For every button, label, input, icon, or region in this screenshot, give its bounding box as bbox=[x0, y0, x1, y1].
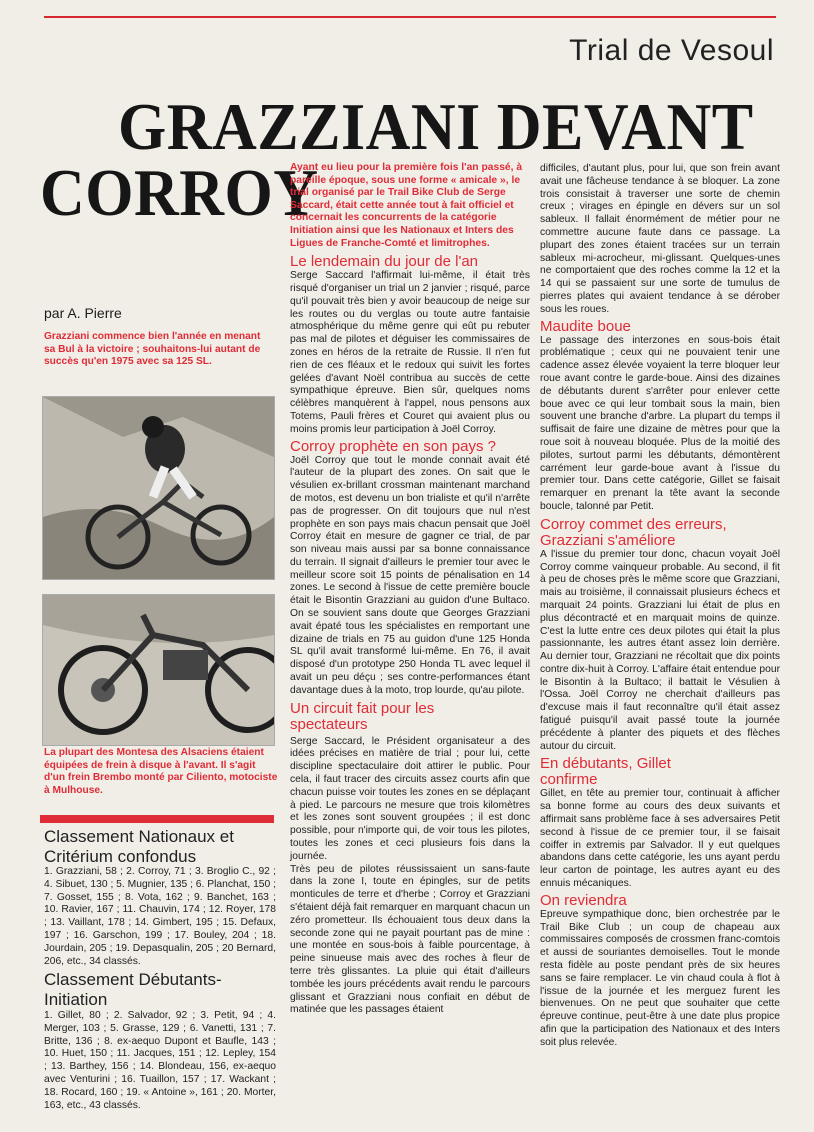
subheading-corroy-prophete: Corroy prophète en son pays ? bbox=[290, 437, 496, 455]
intro-paragraph: Ayant eu lieu pour la première fois l'an passé, à pareille époque, sous une forme « amicale », le trial organisé par le Trail Bike Club de Serge Saccard, était cette année tout à fait officiel et concernait les concurrents de la catégorie Initiation ainsi que les Nationaux et Inters des Ligues de Franche-Comté et limitrophes. bbox=[290, 162, 523, 249]
paragraph: Serge Saccard l'affirmait lui-même, il était très risqué d'organiser un trial un 2 janvier ; risqué, parce qu'il pouvait très bien y avoir beaucoup de neige sur les routes ou du verglas ou toute autre fantaisie atmosphérique du même genre qui eût pu rebuter pas mal de pilotes et déguiser les commissaires de zones en héros de la retraite de Russie. Il n'en fut rien de ces fléaux et le redoux qui suivit les fortes gelées d'avant Noël contribua au succès de cette sympathique épreuve. Bien sûr, quelques noms célèbres manquèrent à l'appel, nous pensons aux Totems, Pauli frères et Couret qui avaient plus ou moins promis leur participation à Joël Corroy. bbox=[290, 270, 530, 435]
subheading-maudite-boue: Maudite boue bbox=[540, 317, 631, 335]
subheading-lendemain: Le lendemain du jour de l'an bbox=[290, 253, 478, 271]
paragraph: Joël Corroy que tout le monde connait avait été l'auteur de la plupart des zones. On sait que le vésulien ex-brillant crossman maintenant marchand de motos, est devenu un bon trialiste et qu'il n'arrête pas de progresser. On dit toujours que nul n'est prophète en son pays mais chacun pensait que Joël Corroy était en mesure de gagner ce trial, de par son niveau mais aussi par sa bonne connaissance du terrain. Il signait d'ailleurs le premier tour avec le meilleur score soit 15 points de pénalisation en 14 zones. Le second à l'issue de cette première boucle était le Bisontin Grazziani au guidon d'une Bultaco. On se souvient sans doute que Georges Grazziani avait épaté tous les spécialistes en remportant une dizaine de trials en 75 au guidon d'une 125 Honda SL qu'il avait transformé lui-même. En 76, il avait disposé d'un prototype 250 Honda TL avec lequel il avait un peu déçu ; ses contre-performances étant davantage dues à la moto, trop lourde, qu'au pilote. bbox=[290, 454, 530, 696]
paragraph: difficiles, d'autant plus, pour lui, que son frein avant avait une fâcheuse tendance à se bloquer. La zone trois consistait à traverser une sorte de chemin creux ; virages en épingle en dévers sur un sol sableux. Il fallait énormément de métier pour ne commettre aucune faute dans ce passage. La plupart des zones étaient tracées sur un terrain sableux mi-acrocheur, mi-glissant. Quelques-unes ne comportaient que des roches comme la 12 et la 14 qui se passaient sur une sorte de tumulus de pierres plates qui avaient tendance à se dérober sous les roues. bbox=[540, 163, 780, 315]
top-red-rule bbox=[44, 16, 776, 18]
classement-results-2: 1. Gillet, 80 ; 2. Salvador, 92 ; 3. Petit, 94 ; 4. Merger, 103 ; 5. Grasse, 129 ; 6. Vanetti, 131 ; 7. Britte, 136 ; 8. ex-aequo Dupont et Baufle, 143 ; 10. Huet, 150 ; 11. Jacques, 151 ; 12. Lepley, 154 ; 13. Barthey, 156 ; 14. Blondeau, 156, ex-aequo avec Venturini ; 16. Tuaillon, 157 ; 17. Wackant ; 18. Rocard, 160 ; 19. « Antoine », 161 ; 20. Morter, 163, etc., 43 classés. bbox=[44, 1010, 276, 1111]
paragraph: Epreuve sympathique donc, bien orchestrée par le Trail Bike Club ; un coup de chapeau aux commissaires composés de crossmen franc-comtois et aussi de souriantes demoiselles. Tout le monde resta fidèle au poste pendant près de six heures sans se faire remplacer. Le vin chaud coula à flot à l'issue de la journée et les merguez furent les bienvenues. On ne peut que souhaiter que cette épreuve continue, peut-être à une date plus propice afin que la participation des Nationaux et des Inters soit plus relevée. bbox=[540, 908, 780, 1048]
subheading-on-reviendra: On reviendra bbox=[540, 891, 627, 909]
subheading-corroy-erreurs: Corroy commet des erreurs, Grazziani s'améliore bbox=[540, 515, 727, 549]
classement-red-bar bbox=[40, 815, 274, 823]
headline-line-1: GRAZZIANI DEVANT bbox=[118, 90, 754, 165]
section-title: Trial de Vesoul bbox=[569, 34, 774, 67]
classement-title-2: Classement Débutants-Initiation bbox=[44, 970, 222, 1009]
classement-title-1: Classement Nationaux et Critérium confondus bbox=[44, 827, 234, 866]
paragraph: Le passage des interzones en sous-bois était problématique ; ceux qui ne pouvaient tenir une cadence assez élevée voyaient la terre bloquer leur roue avant contre le garde-boue. Ainsi des dizaines de débutants durent s'arrêter pour enlever cette boue avec ce qui leur tombait sous la main, bien souvent une branche d'arbre. La plupart du temps il suffisait de faire une dizaine de mètres pour que la roue soit à nouveau bloquée. Plus de la moitié des pilotes, surtout parmi les débutants, démontèrent carrément leur garde-boue avant à l'issue du premier tour. Dans cette catégorie, Gillet se faisait remarquer en prenant la tête avant la seconde boucle, talonné par Petit. bbox=[540, 334, 780, 512]
subheading-debutants: En débutants, Gillet confirme bbox=[540, 755, 671, 789]
paragraph: Très peu de pilotes réussissaient un sans-faute dans la zone I, toute en épingles, sur de petits monticules de terre et d'herbe ; Corroy et Grazziani s'étaient déjà fait remarquer en marquant chacun un zéro prometteur. Ils échouaient tous deux dans la seconde zone qui ne payait pourtant pas de mine : une montée en sous-bois à faible pourcentage, à peine sinueuse mais avec des roches à fleur de terre très glissantes. La pluie qui était d'ailleurs tombée les jours précédents avait rendu le parcours glissant et Grazziani nous confiait en début de matinée que les passages étaient bbox=[290, 863, 530, 1016]
paragraph: A l'issue du premier tour donc, chacun voyait Joël Corroy comme vainqueur probable. Au second, il fit à peu de choses près le même score que Grazziani, mais au troisième, il connaissait plusieurs échecs et marquait 24 points. Grazziani lui était de plus en plus décontracté et en marquait moins de quinze. C'est la lutte entre ces deux pilotes qui était la plus passionnante, les autres étant assez loin derrière. Au dernier tour, Grazziani ne récoltait que dix points contre dix-huit à Corroy. L'affaire était entendue pour le Bisontin à la Bultaco; il battait le Vésulien à l'Ossa. Joël Corroy ne cherchait d'ailleurs pas d'excuse mais il faut reconnaître qu'il était assez fatigué puisqu'il avait passé toute la journée précédente à planter des piquets et des flèches autour du circuit. bbox=[540, 548, 780, 752]
article-column-3 bbox=[540, 163, 780, 1050]
photo-caption-1: Grazziani commence bien l'année en menant sa Bul à la victoire ; souhaitons-lui autant de succès qu'en 1975 avec sa 125 SL. bbox=[44, 331, 261, 367]
paragraph: Gillet, en tête au premier tour, continuait à afficher sa bonne forme au cours des deux suivants et affirmait sans problème face à ses adversaires Petit second à l'issue de ce premier tour, il se faisait coiffer in extremis par Salvador. Il y eut quelques abandons dans cette catégorie, les uns ayant perdu leur carton de pointage, les autres ayant eu des ennuis mécaniques. bbox=[540, 788, 780, 890]
photo-montesa-disc-brake bbox=[42, 594, 275, 746]
photo-rider-trial bbox=[42, 396, 275, 580]
classement-results-1: 1. Grazziani, 58 ; 2. Corroy, 71 ; 3. Broglio C., 92 ; 4. Sibuet, 130 ; 5. Mugnier, 135 ; 6. Planchat, 150 ; 7. Gosset, 155 ; 8. Vota, 162 ; 9. Banchet, 163 ; 10. Ravier, 167 ; 11. Chauvin, 174 ; 12. Royer, 178 ; 13. Vaillant, 178 ; 14. Gimbert, 195 ; 15. Defaux, 197 ; 16. Garschon, 199 ; 17. Bouley, 204 ; 18. Jourdain, 205 ; 19. Depasqualin, 205 ; 20 Bernard, 206, etc., 34 classés. bbox=[44, 866, 276, 967]
subheading-circuit: Un circuit fait pour les spectateurs bbox=[290, 699, 435, 733]
paragraph: Serge Saccard, le Président organisateur a des idées précises en matière de trial ; pour lui, cette discipline spectaculaire doit attirer le public. Pour cela, il faut tracer des circuits assez courts afin que chacun puisse voir toutes les zones en se déplaçant à pied. Le parcours ne mesure que trois kilomètres et les zones sont souvent groupées ; il est donc possible, pour n'importe qui, de voir tous les pilotes, toutes les zones et ceci plusieurs fois dans la journée. bbox=[290, 735, 530, 862]
article-column-2 bbox=[290, 162, 530, 1017]
headline-line-2: CORROY bbox=[40, 156, 319, 231]
byline: par A. Pierre bbox=[44, 305, 122, 321]
photo-caption-2: La plupart des Montesa des Alsaciens étaient équipées de frein à disque à l'avant. Il s'agit d'un frein Brembo monté par Ciliento, motociste à Mulhouse. bbox=[44, 747, 278, 796]
